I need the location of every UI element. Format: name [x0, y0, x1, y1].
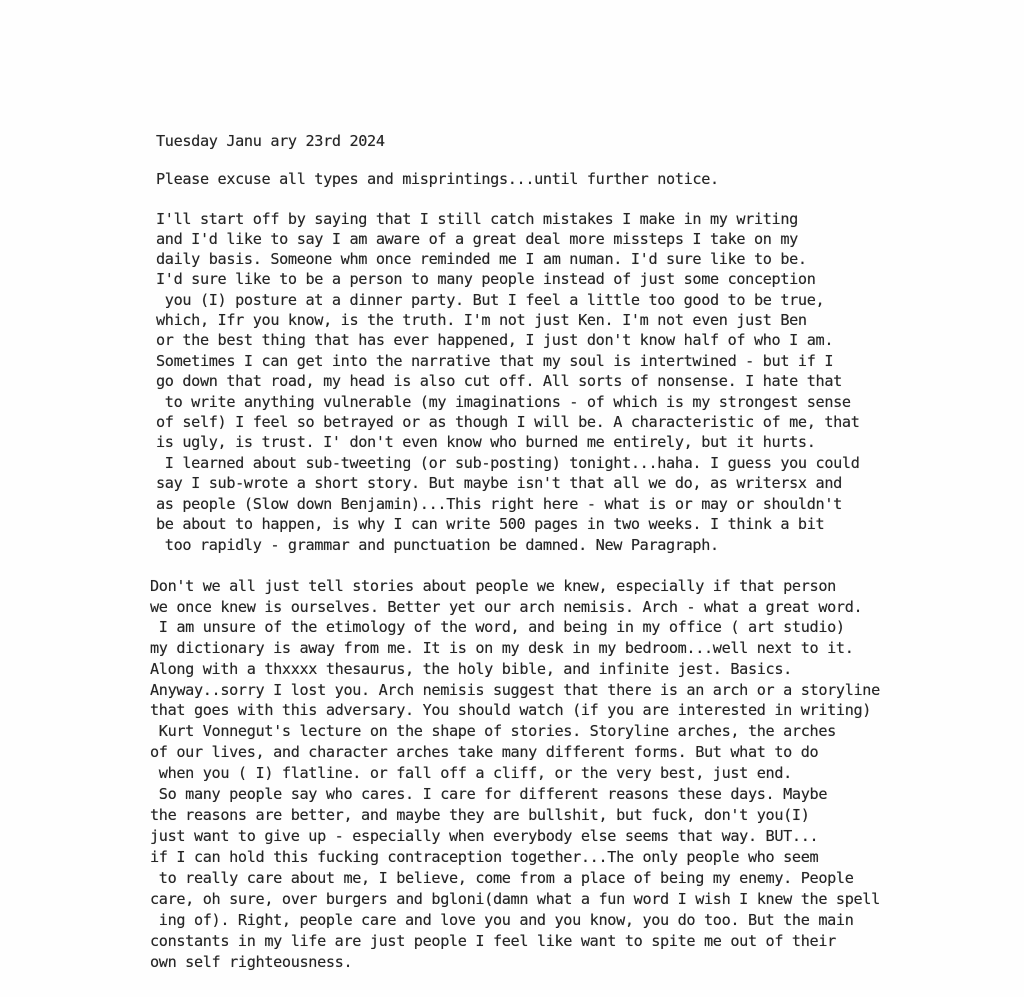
paragraph-2-line: we once knew is ourselves. Better yet our arch nemisis. Arch - what a great word.: [150, 598, 863, 616]
paragraph-2-line: if I can hold this fucking contraception together...The only people who seem: [150, 848, 819, 866]
paragraph-1-line: be about to happen, is why I can write 500 pages in two weeks. I think a bit: [156, 515, 825, 533]
paragraph-2-line: the reasons are better, and maybe they are bullshit, but fuck, don't you(I): [150, 806, 810, 824]
notice-line: Please excuse all types and misprintings...until further notice.: [156, 170, 719, 188]
paragraph-1-line: and I'd like to say I am aware of a great deal more missteps I take on my: [156, 230, 798, 248]
paragraph-2-line: So many people say who cares. I care for different reasons these days. Maybe: [150, 785, 828, 803]
paragraph-2-line: of our lives, and character arches take many different forms. But what to do: [150, 743, 819, 761]
paragraph-1-line: go down that road, my head is also cut off. All sorts of nonsense. I hate that: [156, 372, 842, 390]
date-line: Tuesday Janu ary 23rd 2024: [156, 132, 385, 150]
paragraph-2-line: constants in my life are just people I feel like want to spite me out of their: [150, 932, 836, 950]
paragraph-1-line: too rapidly - grammar and punctuation be damned. New Paragraph.: [156, 536, 719, 554]
paragraph-1-line: I learned about sub-tweeting (or sub-posting) tonight...haha. I guess you could: [156, 454, 860, 472]
paragraph-2-line: ing of). Right, people care and love you and you know, you do too. But the main: [150, 911, 854, 929]
paragraph-1-line: I'll start off by saying that I still catch mistakes I make in my writing: [156, 210, 798, 228]
paragraph-1-line: you (I) posture at a dinner party. But I feel a little too good to be true,: [156, 291, 825, 309]
paragraph-1-line: say I sub-wrote a short story. But maybe isn't that all we do, as writersx and: [156, 474, 842, 492]
paragraph-1-line: Sometimes I can get into the narrative that my soul is intertwined - but if I: [156, 352, 834, 370]
paragraph-2-line: that goes with this adversary. You should watch (if you are interested in writing): [150, 701, 872, 719]
paragraph-2-line: Don't we all just tell stories about people we knew, especially if that person: [150, 577, 836, 595]
paragraph-2-line: Anyway..sorry I lost you. Arch nemisis suggest that there is an arch or a storyline: [150, 681, 880, 699]
paragraph-2-line: I am unsure of the etimology of the word, and being in my office ( art studio): [150, 618, 845, 636]
paragraph-1-line: of self) I feel so betrayed or as though I will be. A characteristic of me, that: [156, 413, 860, 431]
paragraph-1-line: I'd sure like to be a person to many people instead of just some conception: [156, 270, 816, 288]
paragraph-1-line: which, Ifr you know, is the truth. I'm not just Ken. I'm not even just Ben: [156, 311, 807, 329]
paragraph-2-line: to really care about me, I believe, come from a place of being my enemy. People: [150, 869, 854, 887]
paragraph-2-line: Along with a thxxxx thesaurus, the holy bible, and infinite jest. Basics.: [150, 660, 792, 678]
paragraph-2-line: when you ( I) flatline. or fall off a cliff, or the very best, just end.: [150, 764, 792, 782]
paragraph-2-line: just want to give up - especially when everybody else seems that way. BUT...: [150, 827, 819, 845]
paragraph-2-line: own self righteousness.: [150, 953, 353, 971]
paragraph-1-line: or the best thing that has ever happened, I just don't know half of who I am.: [156, 331, 834, 349]
paragraph-2-line: my dictionary is away from me. It is on my desk in my bedroom...well next to it.: [150, 639, 854, 657]
paragraph-1-line: to write anything vulnerable (my imaginations - of which is my strongest sense: [156, 393, 851, 411]
paragraph-1-line: is ugly, is trust. I' don't even know who burned me entirely, but it hurts.: [156, 433, 816, 451]
paragraph-2-line: Kurt Vonnegut's lecture on the shape of stories. Storyline arches, the arches: [150, 722, 836, 740]
paragraph-2-line: care, oh sure, over burgers and bgloni(damn what a fun word I wish I knew the spell: [150, 890, 880, 908]
paragraph-1-line: as people (Slow down Benjamin)...This right here - what is or may or shouldn't: [156, 495, 842, 513]
paragraph-1-line: daily basis. Someone whm once reminded me I am numan. I'd sure like to be.: [156, 250, 807, 268]
